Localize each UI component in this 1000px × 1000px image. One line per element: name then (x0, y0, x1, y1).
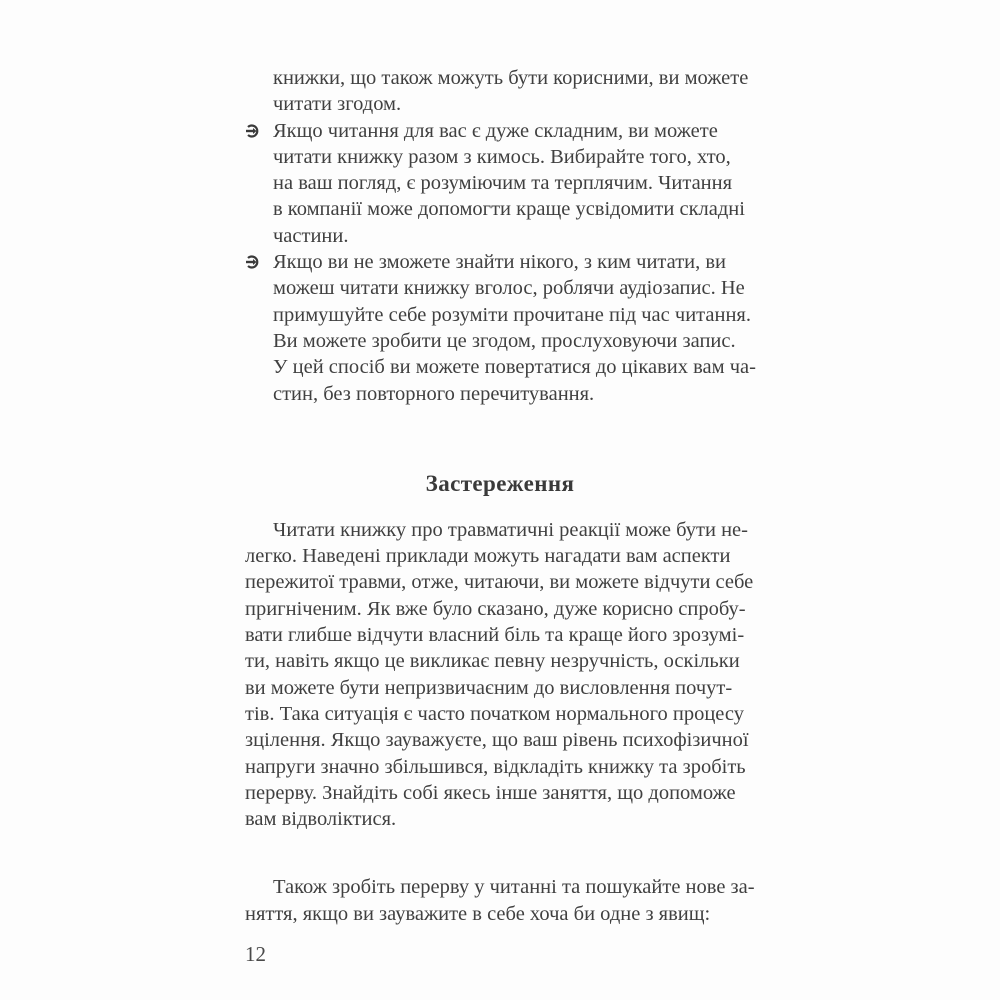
paragraph-line: ви можете бути непризвичаєним до висловлення почут- (245, 676, 733, 699)
paragraph-line: няття, якщо ви зауважите в себе хоча би одне з явищ: (245, 902, 711, 925)
circled-arrow-right-icon (245, 124, 261, 138)
page-number: 12 (245, 942, 266, 967)
text-line: читати згодом. (273, 93, 402, 116)
paragraph-line: вам відволіктися. (245, 808, 397, 831)
bullet-text-line: У цей спосіб ви можете повертатися до цікавих вам ча- (273, 356, 756, 379)
text-line: книжки, що також можуть бути корисними, ви можете (273, 67, 749, 89)
paragraph-line: перерву. Знайдіть собі якесь інше заняття, що допоможе (245, 781, 736, 804)
paragraph-line: Також зробіть перерву у читанні та пошукайте нове за- (273, 876, 755, 899)
paragraph-gap (245, 832, 755, 874)
paragraph-line: легко. Наведені приклади можуть нагадати вам аспекти (245, 545, 731, 568)
paragraph-line: вати глибше відчути власний біль та краще його зрозумі- (245, 624, 745, 647)
bullet-text-line: на ваш погляд, є розуміючим та терплячим. Читання (273, 172, 733, 195)
paragraph-line: зцілення. Якщо зауважуєте, що ваш рівень психофізичної (245, 729, 749, 752)
paragraph-line: пережитої травми, отже, читаючи, ви можете відчути себе (245, 571, 754, 594)
bullet-item (245, 249, 755, 407)
bullet-text-line: стин, без повторного перечитування. (273, 382, 595, 405)
bullet-text-line: Ви можете зробити це згодом, прослуховуючи запис. (273, 329, 736, 352)
paragraph-line: Читати книжку про травматичні реакції може бути не- (273, 518, 748, 541)
bullet-text-line: читати книжку разом з кимось. Вибирайте того, хто, (273, 145, 731, 168)
paragraph-line: тів. Така ситуація є часто початком нормального процесу (245, 702, 744, 725)
bullet-item (245, 118, 755, 249)
bullet-text-line: можеш читати книжку вголос, роблячи аудіозапис. Не (273, 277, 745, 300)
text-column (245, 65, 755, 967)
bullet-text-line: примушуйте себе розуміти прочитане під час читання. (273, 303, 751, 326)
paragraph-line: ти, навіть якщо це викликає певну незручність, оскільки (245, 650, 740, 673)
bullet-text-line: Якщо читання для вас є дуже складним, ви можете (273, 119, 718, 142)
bullet-text-line: Якщо ви не зможете знайти нікого, з ким читати, ви (273, 251, 727, 274)
bullet-text-line: в компанії може допомогти краще усвідомити складні (273, 198, 745, 221)
paragraph-line: пригніченим. Як вже було сказано, дуже корисно спробу- (245, 597, 746, 620)
section-heading: Застереження (425, 470, 575, 496)
paragraph-line: напруги значно збільшився, відкладіть книжку та зробіть (245, 755, 746, 778)
bullet-text-line: частини. (273, 224, 349, 247)
circled-arrow-right-icon (245, 255, 261, 269)
